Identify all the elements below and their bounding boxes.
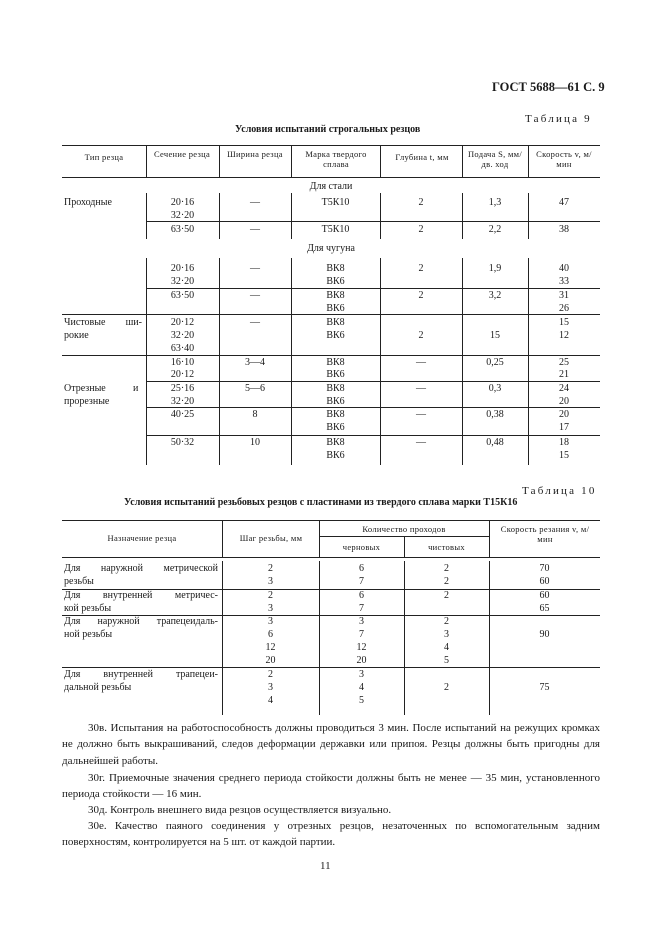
t9-cell: ВК8 (326, 263, 345, 274)
t9-cell: 16·10 (170, 357, 195, 368)
t9-section-iron: Для чугуна (307, 243, 355, 254)
table9-title: Условия испытаний строгальных резцов (235, 124, 421, 135)
t10-cell: 70 (539, 563, 550, 574)
t9-cell: — (250, 263, 260, 274)
t9-cell: 20·12 (170, 369, 195, 380)
page-number: 11 (320, 860, 331, 872)
t10-cell: 4 (359, 682, 364, 693)
t9-type: прорезные (64, 396, 110, 407)
table10-title: Условия испытаний резьбовых резцов с пластинами из твердого сплава марки Т15К16 (124, 497, 518, 508)
t9-cell: 17 (559, 422, 569, 433)
t10-purpose: резьбы (64, 576, 94, 587)
t10-cell: 2 (268, 669, 273, 680)
t9-cell: 1,9 (488, 263, 502, 274)
t9-cell: 2 (418, 263, 424, 274)
t9-cell: 15 (559, 317, 569, 328)
table9-caption: Таблица 9 (525, 113, 592, 125)
t9-cell: 32·20 (170, 396, 195, 407)
t9-cell: 8 (252, 409, 258, 420)
t10-cell: 3 (444, 629, 449, 640)
paragraph-30v: 30в. Испытания на работоспособность должны проводиться 3 мин. После испытаний на режущих кромках не должно быть выкрашиваний, следов деформации державки или припоя. Резцы должны быть пригодны для дальнейшей работы. (62, 722, 600, 767)
table10-caption: Таблица 10 (522, 485, 597, 497)
t9-cell: ВК6 (326, 303, 345, 314)
t10-cell: 90 (539, 629, 550, 640)
t9-cell: 15 (559, 450, 569, 461)
t9-cell: Т5К10 (321, 197, 350, 208)
t9-cell: 10 (250, 437, 260, 448)
t9-cell: 0,25 (486, 357, 504, 368)
t9-cell: 0,3 (488, 383, 502, 394)
t9-type: рокие (64, 330, 89, 341)
t10-purpose: Для наружной метрической (64, 563, 218, 574)
t9-cell: 21 (559, 369, 569, 380)
t9-cell: 40 (559, 263, 569, 274)
t9-cell: 18 (559, 437, 569, 448)
t10-cell: 3 (268, 576, 273, 587)
t10-purpose: дальной резьбы (64, 682, 132, 693)
t9-cell: 47 (559, 197, 569, 208)
t9-cell: — (416, 409, 426, 420)
t10-cell: 2 (444, 576, 449, 587)
t9-cell: 3,2 (488, 290, 502, 301)
t9-cell: 15 (490, 330, 500, 341)
t9-cell: ВК8 (326, 409, 345, 420)
t9-cell: ВК6 (326, 450, 345, 461)
t10-cell: 3 (268, 603, 273, 614)
t9-section-steel: Для стали (309, 181, 353, 192)
t9-cell: ВК8 (326, 317, 345, 328)
t10-cell: 2 (268, 563, 273, 574)
t9-type: Отрезные (64, 383, 106, 394)
t9-cell: 1,3 (488, 197, 502, 208)
document-header: ГОСТ 5688—61 С. 9 (492, 80, 605, 94)
t9-cell: 2 (418, 197, 424, 208)
t9-cell: 2 (418, 290, 424, 301)
t9-type: Проходные (64, 197, 112, 208)
t9-cell: 32·20 (170, 210, 195, 221)
t10-cell: 2 (444, 682, 449, 693)
t10-cell: 7 (359, 576, 364, 587)
t9-cell: ВК8 (326, 383, 345, 394)
t10-purpose: ной резьбы (64, 629, 113, 640)
t9-col-depth: Глубина t, мм (395, 152, 449, 162)
t9-cell: 63·50 (170, 290, 195, 301)
t10-purpose: кой резьбы (64, 603, 112, 614)
t10-cell: 7 (359, 629, 364, 640)
t10-cell: 60 (539, 590, 550, 601)
t10-col-purpose: Назначение резца (107, 533, 177, 543)
t10-cell: 20 (265, 655, 276, 666)
t9-cell: — (250, 290, 260, 301)
t10-purpose: Для наружной трапецеидаль- (64, 616, 218, 627)
t9-cell: ВК6 (326, 396, 345, 407)
t9-cell: ВК6 (326, 276, 345, 287)
t9-cell: 0,48 (486, 437, 504, 448)
t10-col-speed: Скорость резания v, м/мин (500, 524, 590, 544)
t9-cell: 12 (559, 330, 569, 341)
t10-col-rough: черновых (342, 542, 381, 552)
t10-cell: 2 (268, 590, 273, 601)
t9-type: и (133, 383, 139, 394)
t9-cell: 3—4 (245, 357, 265, 368)
t10-cell: 4 (444, 642, 449, 653)
t10-col-passes: Количество проходов (362, 524, 446, 534)
t9-cell: 32·20 (170, 276, 195, 287)
t10-cell: 3 (359, 669, 364, 680)
t9-col-speed: Скорость v, м/мин (536, 149, 592, 169)
t9-cell: 20 (559, 396, 569, 407)
t9-cell: — (250, 197, 260, 208)
t10-cell: 75 (539, 682, 550, 693)
t10-cell: 7 (359, 603, 364, 614)
t9-cell: — (250, 317, 260, 328)
t9-col-feed: Подача S, мм/дв. ход (467, 149, 523, 169)
t10-col-pitch: Шаг резьбы, мм (239, 533, 303, 543)
t10-cell: 5 (444, 655, 449, 666)
t10-cell: 60 (539, 576, 550, 587)
t10-cell: 2 (444, 563, 449, 574)
t9-cell: — (416, 357, 426, 368)
t9-cell: 32·20 (170, 330, 195, 341)
t9-cell: 31 (559, 290, 569, 301)
t10-cell: 20 (356, 655, 367, 666)
paragraph-30e: 30е. Качество паяного соединения у отрезных резцов, незаточенных по вспомогательным задним поверхностям, контролируется на 5 шт. от каждой партии. (62, 820, 600, 849)
t10-cell: 3 (268, 682, 273, 693)
t10-purpose: Для внутренней трапецеи- (64, 669, 218, 680)
t9-cell: 63·50 (170, 224, 195, 235)
t9-cell: ВК8 (326, 290, 345, 301)
t9-cell: ВК6 (326, 422, 345, 433)
t10-cell: 2 (444, 590, 449, 601)
t9-cell: — (250, 224, 260, 235)
t10-cell: 12 (265, 642, 276, 653)
t10-cell: 5 (359, 695, 364, 706)
t9-cell: 2 (418, 330, 424, 341)
t9-cell: ВК6 (326, 330, 345, 341)
t9-cell: 20·16 (170, 263, 195, 274)
t9-cell: — (416, 437, 426, 448)
t9-type: Чистовые ши- (64, 317, 142, 328)
t9-cell: 26 (559, 303, 569, 314)
t10-cell: 3 (268, 616, 273, 627)
t9-cell: 2,2 (488, 224, 502, 235)
t10-cell: 12 (356, 642, 367, 653)
t9-cell: 63·40 (170, 343, 195, 354)
t9-cell: 0,38 (486, 409, 504, 420)
t9-cell: 25·16 (170, 383, 195, 394)
t10-cell: 6 (359, 563, 364, 574)
t9-cell: Т5К10 (321, 224, 350, 235)
t9-col-width: Ширина резца (227, 149, 283, 159)
t9-cell: 50·32 (170, 437, 195, 448)
paragraph-30g: 30г. Приемочные значения среднего периода стойкости должны быть не менее — 35 мин, установленного периода стойкости — 16 мин. (62, 772, 600, 801)
t9-cell: 2 (418, 224, 424, 235)
t9-cell: 24 (559, 383, 569, 394)
t9-cell: 20 (559, 409, 569, 420)
t9-cell: 33 (559, 276, 569, 287)
paragraph-30d: 30д. Контроль внешнего вида резцов осуществляется визуально. (88, 804, 392, 816)
t9-cell: — (416, 383, 426, 394)
t9-cell: 20·12 (170, 317, 195, 328)
t10-cell: 6 (359, 590, 364, 601)
t9-col-alloy: Марка твердого сплава (305, 149, 367, 169)
t9-cell: 40·25 (170, 409, 195, 420)
t10-cell: 6 (268, 629, 273, 640)
t10-cell: 2 (444, 616, 449, 627)
t10-col-finish: чистовых (428, 542, 465, 552)
t9-cell: ВК6 (326, 369, 345, 380)
t9-cell: 38 (559, 224, 569, 235)
t9-cell: 5—6 (245, 383, 265, 394)
t9-col-type: Тип резца (84, 152, 124, 162)
t10-cell: 65 (539, 603, 550, 614)
t9-cell: 20·16 (170, 197, 195, 208)
t10-cell: 3 (359, 616, 364, 627)
t10-cell: 4 (268, 695, 273, 706)
t9-cell: ВК8 (326, 437, 345, 448)
t9-cell: 25 (559, 357, 569, 368)
t10-purpose: Для внутренней метричес- (64, 590, 218, 601)
t9-cell: ВК8 (326, 357, 345, 368)
t9-col-section: Сечение резца (153, 149, 211, 159)
